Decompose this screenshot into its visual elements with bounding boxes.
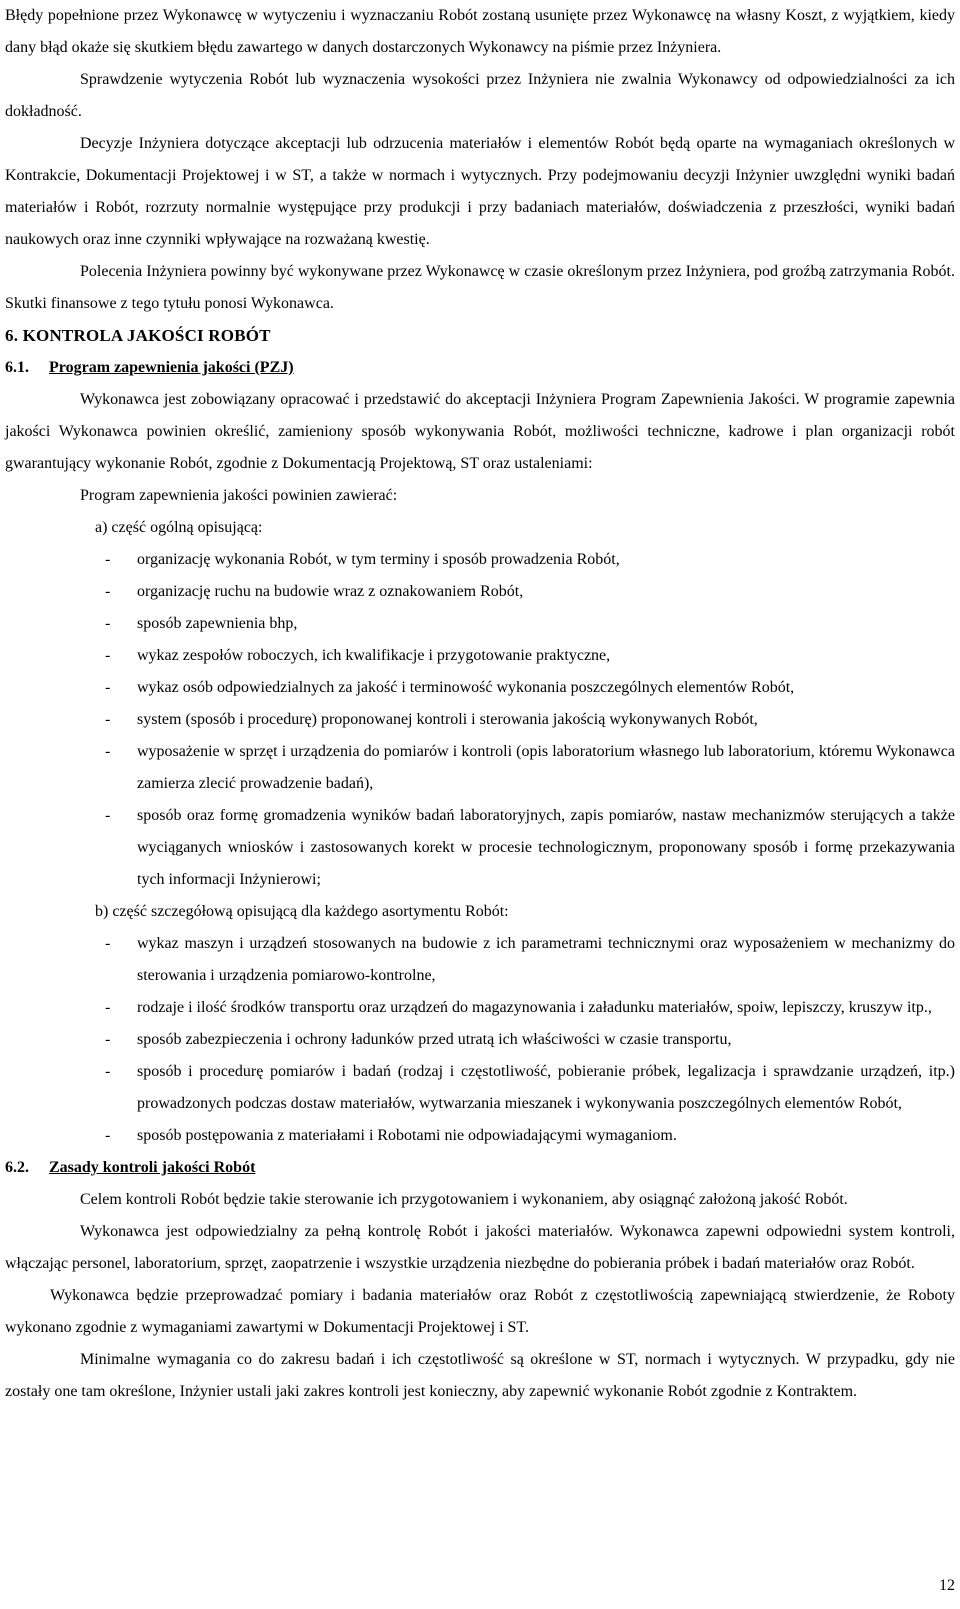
list-item: - sposób zapewnienia bhp, bbox=[105, 615, 298, 632]
section-6-heading: 6. KONTROLA JAKOŚCI ROBÓT bbox=[5, 326, 271, 345]
section-6-1-number: 6.1. bbox=[5, 359, 29, 376]
section-6-1-heading bbox=[5, 352, 955, 384]
list-item: - sposób i procedurę pomiarów i badań (rodzaj i częstotliwość, pobieranie próbek, legalizacja i sprawdzanie urządzeń, itp.) prowadzonych podczas dostaw materiałów, wytwarzania mieszanek i wykonywania poszczególnych elementów Robót, bbox=[105, 1063, 955, 1112]
section-6-2-responsibility: Wykonawca jest odpowiedzialny za pełną kontrolę Robót i jakości materiałów. Wykonawca zapewni odpowiedni system kontroli, włączając personel, laboratorium, sprzęt, zaopatrzenie i wszystkie urządzenia niezbędne do pobierania próbek i badań materiałów oraz Robót. bbox=[5, 1223, 955, 1272]
section-6-1-intro: Wykonawca jest zobowiązany opracować i przedstawić do akceptacji Inżyniera Program Zapewnienia Jakości. W programie zapewnia jakości Wykonawca powinien określić, zamieniony sposób wykonywania Robót, możliwości techniczne, kadrowe i plan organizacji robót gwarantujący wykonanie Robót, zgodnie z Dokumentacją Projektową, ST oraz ustaleniami: bbox=[5, 391, 955, 472]
part-a-heading: a) część ogólną opisującą: bbox=[95, 519, 263, 536]
list-item: - wykaz osób odpowiedzialnych za jakość i terminowość wykonania poszczególnych elementów Robót, bbox=[105, 679, 795, 696]
section-6-2-minimum-requirements: Minimalne wymagania co do zakresu badań i ich częstotliwość są określone w ST, normach i wytycznych. W przypadku, gdy nie zostały one tam określone, Inżynier ustali jaki zakres kontroli jest konieczny, aby zapewnić wykonanie Robót zgodnie z Kontraktem. bbox=[5, 1351, 955, 1400]
paragraph-orders: Polecenia Inżyniera powinny być wykonywane przez Wykonawcę w czasie określonym przez Inżyniera, pod groźbą zatrzymania Robót. Skutki finansowe z tego tytułu ponosi Wykonawca. bbox=[5, 263, 955, 312]
section-6-2-heading bbox=[5, 1152, 955, 1184]
page-number: 12 bbox=[939, 1577, 955, 1594]
list-item: - rodzaje i ilość środków transportu oraz urządzeń do magazynowania i załadunku materiałów, spoiw, lepiszczy, kruszyw itp., bbox=[105, 999, 932, 1016]
section-6-2-title: Zasady kontroli jakości Robót bbox=[49, 1159, 256, 1176]
part-b-heading: b) część szczegółową opisującą dla każdego asortymentu Robót: bbox=[95, 903, 509, 920]
list-item: - system (sposób i procedurę) proponowanej kontroli i sterowania jakością wykonywanych Robót, bbox=[105, 711, 758, 728]
list-item: - organizację wykonania Robót, w tym terminy i sposób prowadzenia Robót, bbox=[105, 551, 620, 568]
list-item: - wyposażenie w sprzęt i urządzenia do pomiarów i kontroli (opis laboratorium własnego lub laboratorium, któremu Wykonawca zamierza zlecić prowadzenie badań), bbox=[105, 743, 955, 792]
list-item: - sposób zabezpieczenia i ochrony ładunków przed utratą ich właściwości w czasie transportu, bbox=[105, 1031, 732, 1048]
list-item: - organizację ruchu na budowie wraz z oznakowaniem Robót, bbox=[105, 583, 524, 600]
list-item: - wykaz maszyn i urządzeń stosowanych na budowie z ich parametrami technicznymi oraz wyposażeniem w mechanizmy do sterowania i urządzenia pomiarowo-kontrolne, bbox=[105, 935, 955, 984]
list-item: - sposób postępowania z materiałami i Robotami nie odpowiadającymi wymaganiom. bbox=[105, 1127, 677, 1144]
section-6-2-goal: Celem kontroli Robót będzie takie sterowanie ich przygotowaniem i wykonaniem, aby osiągnąć założoną jakość Robót. bbox=[80, 1191, 848, 1208]
paragraph-verification: Sprawdzenie wytyczenia Robót lub wyznaczenia wysokości przez Inżyniera nie zwalnia Wykonawcy od odpowiedzialności za ich dokładność. bbox=[5, 71, 955, 120]
list-item: - wykaz zespołów roboczych, ich kwalifikacje i przygotowanie praktyczne, bbox=[105, 647, 611, 664]
section-6-2-measurements: Wykonawca będzie przeprowadzać pomiary i badania materiałów oraz Robót z częstotliwością zapewniającą stwierdzenie, że Roboty wykonano zgodnie z wymaganiami zawartymi w Dokumentacji Projektowej i ST. bbox=[5, 1287, 955, 1336]
list-item: - sposób oraz formę gromadzenia wyników badań laboratoryjnych, zapis pomiarów, nastaw mechanizmów sterujących a także wyciąganych wniosków i zastosowanych korekt w procesie technologicznym, proponowany sposób i formę przekazywania tych informacji Inżynierowi; bbox=[105, 807, 955, 888]
section-6-1-title: Program zapewnienia jakości (PZJ) bbox=[49, 359, 294, 376]
paragraph-errors: Błędy popełnione przez Wykonawcę w wytyczeniu i wyznaczaniu Robót zostaną usunięte przez Wykonawcę na własny Koszt, z wyjątkiem, kiedy dany błąd okaże się skutkiem błędu zawartego w danych dostarczonych Wykonawcy na piśmie przez Inżyniera. bbox=[5, 7, 955, 56]
document-page bbox=[5, 0, 955, 1408]
section-6-1-lead: Program zapewnienia jakości powinien zawierać: bbox=[80, 487, 398, 504]
paragraph-decisions: Decyzje Inżyniera dotyczące akceptacji lub odrzucenia materiałów i elementów Robót będą oparte na wymaganiach określonych w Kontrakcie, Dokumentacji Projektowej i w ST, a także w normach i wytycznych. Przy podejmowaniu decyzji Inżynier uwzględni wyniki badań materiałów i Robót, rozrzuty normalnie występujące przy produkcji i przy badaniach materiałów, doświadczenia z przeszłości, wyniki badań naukowych oraz inne czynniki wpływające na rozważaną kwestię. bbox=[5, 135, 955, 248]
section-6-2-number: 6.2. bbox=[5, 1159, 29, 1176]
part-a-list bbox=[5, 544, 955, 896]
part-b-list bbox=[5, 928, 955, 1152]
